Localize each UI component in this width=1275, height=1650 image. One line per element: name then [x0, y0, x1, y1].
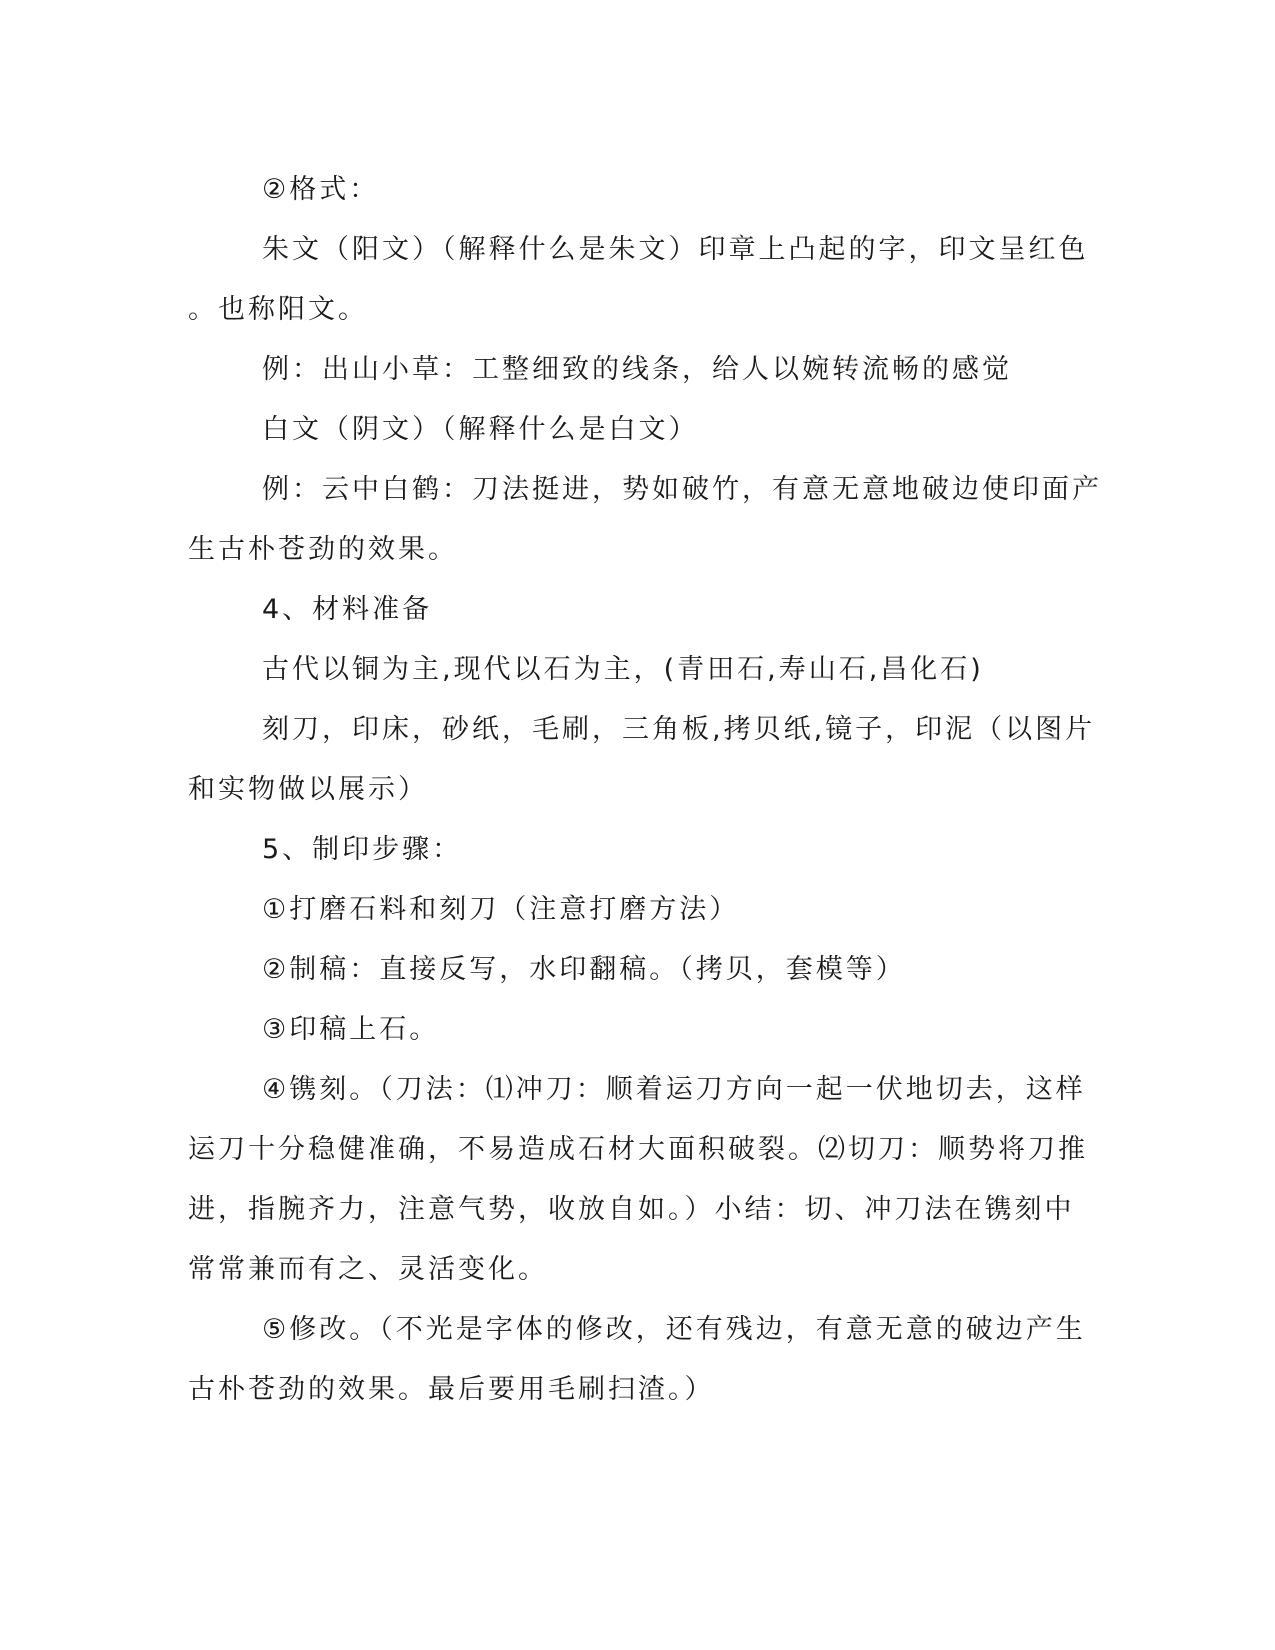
text-line: 白文（阴文）（解释什么是白文） — [262, 414, 699, 445]
text-line: 朱文（阳文）（解释什么是朱文）印章上凸起的字，印文呈红色 — [262, 234, 1089, 265]
text-line: 例：出山小草：工整细致的线条，给人以婉转流畅的感觉 — [262, 354, 1012, 385]
text-line: 运刀十分稳健准确，不易造成石材大面积破裂。⑵切刀：顺势将刀推 — [188, 1134, 1088, 1165]
section-heading: 4、材料准备 — [262, 594, 433, 625]
text-line: ①打磨石料和刻刀（注意打磨方法） — [262, 894, 740, 925]
text-line: 刻刀，印床，砂纸，毛刷，三角板,拷贝纸,镜子，印泥（以图片 — [262, 714, 1096, 745]
text-line: ②制稿：直接反写，水印翻稿。（拷贝，套模等） — [262, 954, 906, 985]
text-line: 和实物做以展示） — [188, 774, 428, 805]
text-line: ④镌刻。（刀法：⑴冲刀：顺着运刀方向一起一伏地切去，这样 — [262, 1074, 1086, 1105]
text-line: 例：云中白鹤：刀法挺进，势如破竹，有意无意地破边使印面产 — [262, 474, 1102, 505]
text-line: 进，指腕齐力，注意气势，收放自如。）小结：切、冲刀法在镌刻中 — [188, 1194, 1075, 1225]
text-line: 常常兼而有之、灵活变化。 — [188, 1254, 548, 1285]
text-line: ②格式： — [262, 174, 380, 205]
document-body — [188, 160, 1102, 1420]
text-line: 。也称阳文。 — [188, 294, 368, 325]
text-line: ③印稿上石。 — [262, 1014, 440, 1045]
section-heading: 5、制印步骤： — [262, 834, 463, 865]
text-line: 生古朴苍劲的效果。 — [188, 534, 458, 565]
text-line: ⑤修改。（不光是字体的修改，还有残边，有意无意的破边产生 — [262, 1314, 1086, 1345]
text-line: 古代以铜为主,现代以石为主，(青田石,寿山石,昌化石) — [262, 654, 984, 685]
text-line: 古朴苍劲的效果。最后要用毛刷扫渣。） — [188, 1374, 715, 1405]
